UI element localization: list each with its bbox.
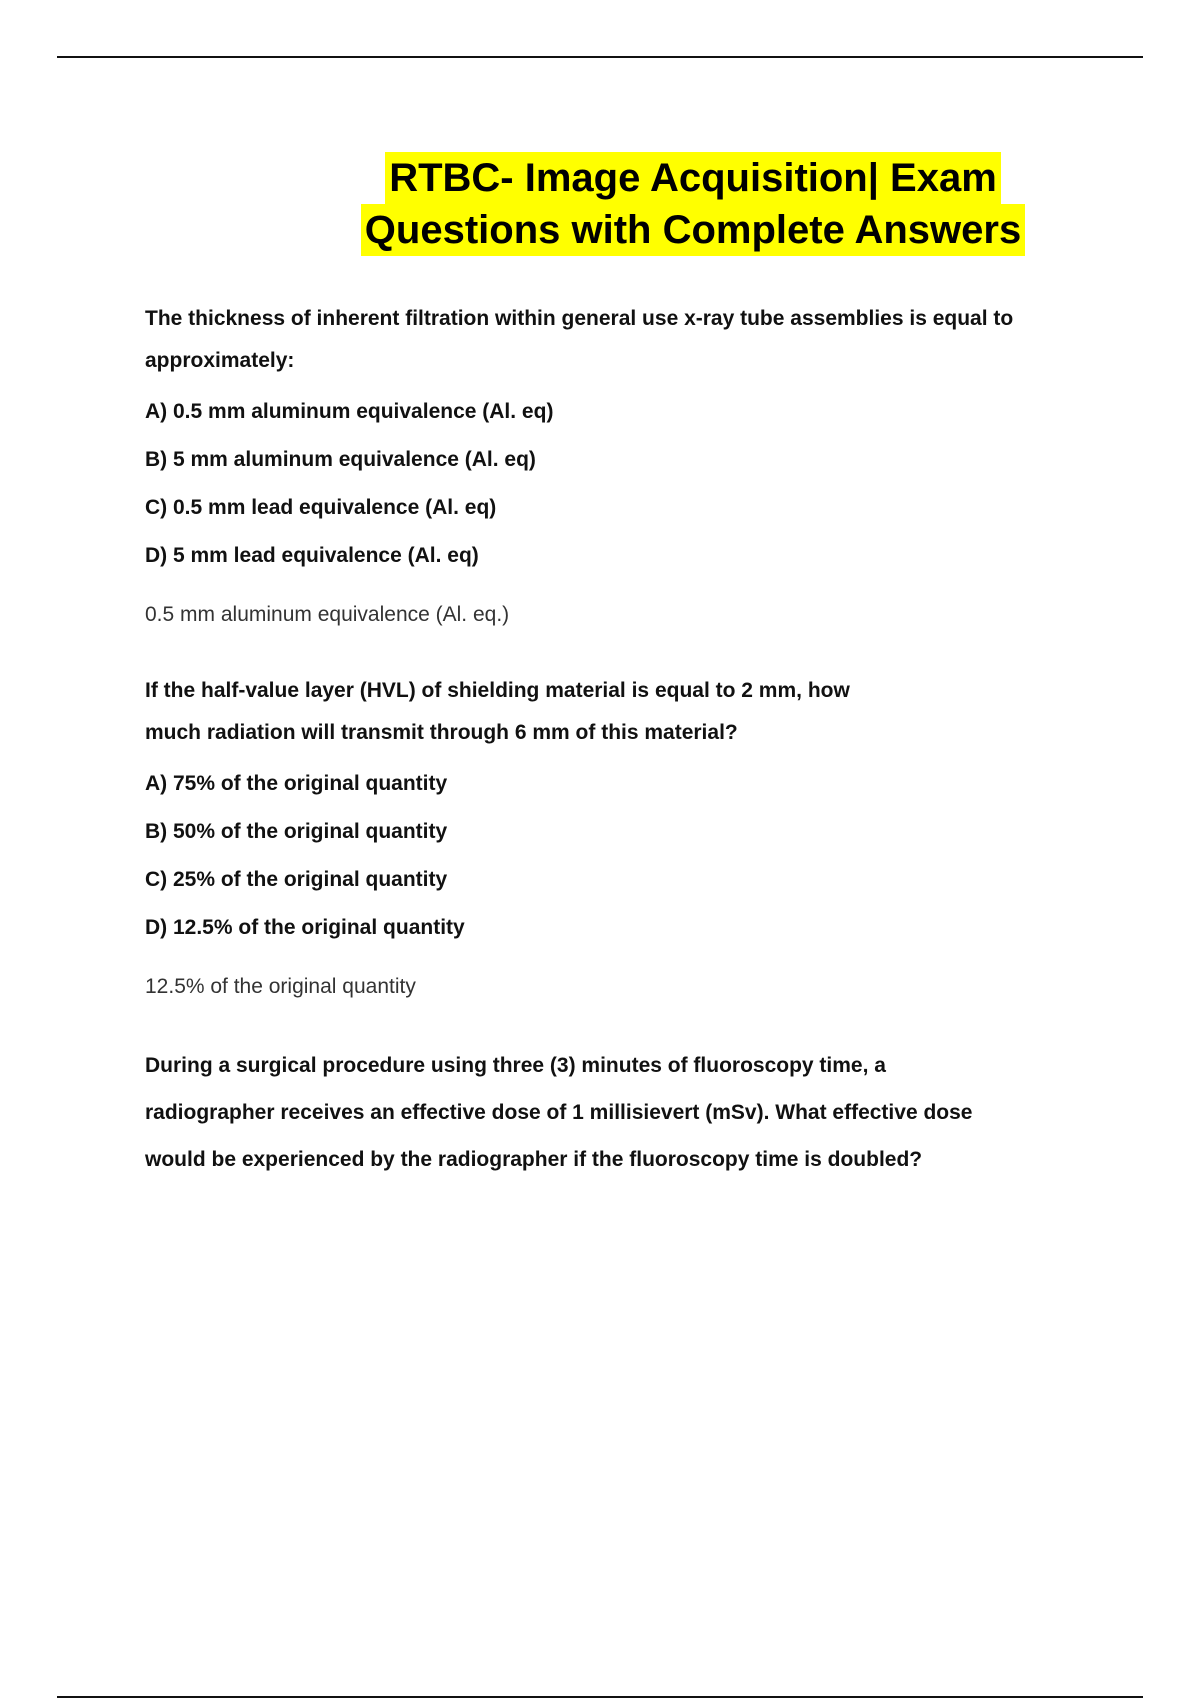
question-block-3 [145,1042,1065,1183]
option-c: C) 0.5 mm lead equivalence (Al. eq) [145,496,497,519]
question-prompt: The thickness of inherent filtration within general use x-ray tube assemblies is equal to approximately: [145,307,1014,372]
option-list [145,388,1065,580]
prompt-line-3: would be experienced by the radiographer if the fluoroscopy time is doubled? [145,1148,923,1171]
option-a: A) 75% of the original quantity [145,772,448,795]
option-b: B) 5 mm aluminum equivalence (Al. eq) [145,448,536,471]
prompt-line-2: radiographer receives an effective dose of 1 millisievert (mSv). What effective dose [145,1101,973,1124]
option-a: A) 0.5 mm aluminum equivalence (Al. eq) [145,400,554,423]
option-d: D) 5 mm lead equivalence (Al. eq) [145,544,479,567]
document-title [0,152,1200,256]
bottom-rule [57,1696,1143,1698]
prompt-line-1: During a surgical procedure using three (3) minutes of fluoroscopy time, a [145,1054,886,1077]
prompt-line-1: If the half-value layer (HVL) of shielding material is equal to 2 mm, how [145,679,850,702]
option-b: B) 50% of the original quantity [145,820,448,843]
answer-text: 12.5% of the original quantity [145,975,416,998]
question-block-2 [145,670,1065,1002]
top-rule [57,56,1143,58]
question-prompt [145,670,1065,754]
prompt-line-2: much radiation will transmit through 6 mm of this material? [145,721,738,744]
question-block-1 [145,298,1065,630]
answer-text: 0.5 mm aluminum equivalence (Al. eq.) [145,603,510,626]
document-body [145,298,1065,1183]
question-prompt [145,1042,1065,1183]
option-d: D) 12.5% of the original quantity [145,916,465,939]
option-list [145,760,1065,952]
title-line-1: RTBC- Image Acquisition| Exam [385,152,1001,204]
option-c: C) 25% of the original quantity [145,868,448,891]
title-line-2: Questions with Complete Answers [361,204,1025,256]
